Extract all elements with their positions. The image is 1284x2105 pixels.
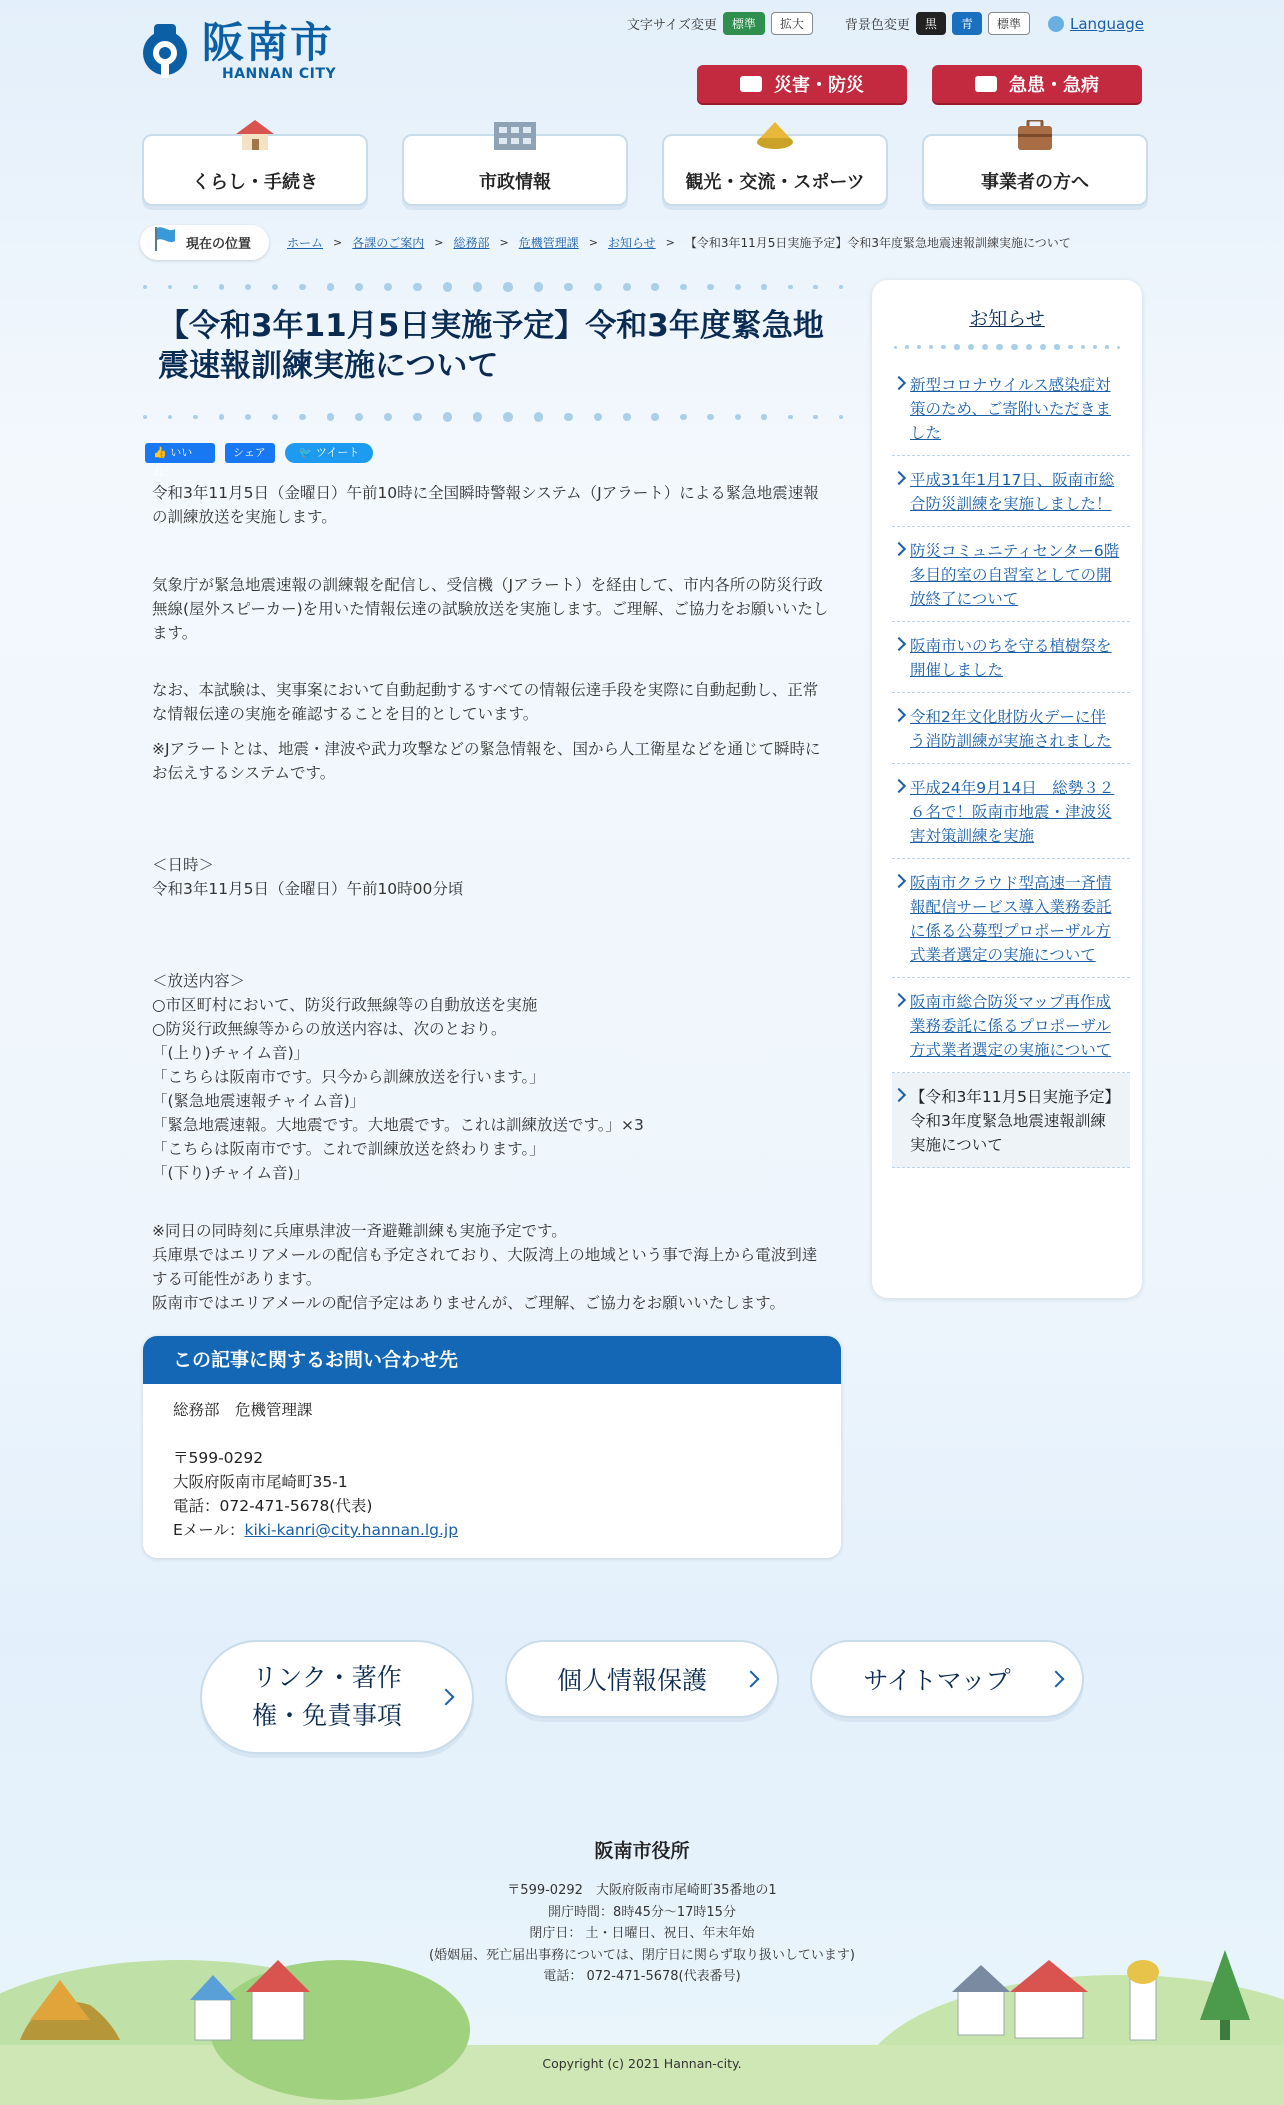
logo-text-en: HANNAN CITY: [222, 66, 337, 82]
current-position-label: 現在の位置: [186, 236, 252, 252]
decorative-dot: [564, 283, 573, 292]
decorative-dot: [941, 345, 946, 350]
decorative-dot: [623, 283, 631, 291]
footer-link-copyright-label: リンク・著作権・免責事項: [251, 1663, 402, 1730]
sidebar-item[interactable]: 阪南市総合防災マップ再作成業務委託に係るプロポーザル方式業者選定の実施について: [892, 978, 1130, 1073]
decorative-dot: [982, 344, 988, 350]
decorative-dot: [1081, 345, 1085, 349]
broadcast-heading: ＜放送内容＞: [152, 972, 246, 990]
decorative-dot: [929, 345, 933, 349]
sidebar-item[interactable]: 新型コロナウイルス感染症対策のため、ご寄附いただきました: [892, 361, 1130, 456]
chevron-right-icon: >: [499, 235, 509, 249]
decorative-dot: [623, 413, 631, 421]
city-emblem-icon: [140, 24, 190, 78]
logo-text-jp: 阪南市: [202, 18, 335, 67]
breadcrumb-crisis-management[interactable]: 危機管理課: [518, 235, 579, 250]
decorative-dot: [968, 344, 974, 350]
nav-living-label: くらし・手続き: [192, 172, 318, 193]
bg-color-label: 背景色変更: [844, 18, 910, 33]
decorative-dot: [443, 282, 452, 291]
chevron-right-icon: [892, 542, 906, 556]
bg-blue-button[interactable]: 青: [952, 12, 982, 35]
decorative-dot: [788, 415, 793, 420]
flag-icon: [152, 225, 176, 253]
chevron-right-icon: [438, 1689, 455, 1706]
chevron-right-icon: [892, 779, 906, 793]
decorative-dot: [503, 412, 513, 422]
footer-link-privacy[interactable]: [505, 1640, 779, 1718]
decorative-dot: [813, 285, 817, 289]
title-dots-bottom: [143, 412, 843, 422]
decorative-dot: [1011, 344, 1018, 351]
contact-email-link[interactable]: kiki-kanri@city.hannan.lg.jp: [244, 1521, 459, 1539]
footer-hours: 開庁時間：8時45分～17時15分: [548, 1904, 736, 1920]
decorative-dot: [594, 413, 602, 421]
site-logo[interactable]: [140, 20, 336, 82]
decorative-dot: [954, 344, 959, 349]
decorative-dot: [761, 284, 766, 289]
nav-city-info-label: 市政情報: [479, 172, 551, 193]
decorative-dot: [651, 283, 658, 290]
breadcrumb-current: 【令和3年11月5日実施予定】令和3年度緊急地震速報訓練実施について: [684, 235, 1071, 250]
breadcrumb-general-affairs[interactable]: 総務部: [453, 235, 490, 250]
chevron-right-icon: [892, 708, 906, 722]
bg-standard-button[interactable]: 標準: [988, 12, 1030, 35]
footer-link-copyright[interactable]: [200, 1640, 474, 1754]
sidebar-item[interactable]: 阪南市いのちを守る植樹祭を開催しました: [892, 622, 1130, 693]
chevron-right-icon: >: [588, 235, 598, 249]
font-size-large-button[interactable]: 拡大: [771, 12, 813, 35]
decorative-dot: [534, 282, 543, 291]
decorative-dot: [839, 285, 843, 289]
decorative-dot: [996, 344, 1003, 351]
facebook-share-button[interactable]: シェア: [225, 443, 275, 463]
decorative-dot: [245, 284, 251, 290]
current-position-tag: [140, 225, 269, 260]
footer-address: 〒599-0292 大阪府阪南市尾崎町35番地の1: [507, 1883, 777, 1898]
broadcast-line: 「こちらは阪南市です。これで訓練放送を終わります。」: [152, 1140, 545, 1158]
decorative-dot: [473, 412, 483, 422]
utility-bar: [627, 12, 1144, 35]
sidebar-item[interactable]: 令和2年文化財防火デーに伴う消防訓練が実施されました: [892, 693, 1130, 764]
globe-icon: [1048, 16, 1064, 32]
footer-closed: 閉庁日： 土・日曜日、祝日、年末年始: [529, 1926, 755, 1941]
sidebar-item[interactable]: 防災コミュニティセンター6階多目的室の自習室としての開放終了について: [892, 527, 1130, 622]
decorative-dot: [168, 285, 172, 289]
decorative-dot: [327, 283, 334, 290]
building-icon: [494, 120, 536, 150]
chevron-right-icon: >: [333, 235, 343, 249]
contact-box: [143, 1336, 841, 1558]
decorative-dot: [193, 285, 198, 290]
broadcast-line: 「こちらは阪南市です。只今から訓練放送を行います。」: [152, 1068, 545, 1086]
breadcrumb-news[interactable]: お知らせ: [607, 235, 656, 250]
decorative-dot: [839, 415, 843, 419]
sidebar-item[interactable]: 平成24年9月14日 総勢３２６名で！阪南市地震・津波災害対策訓練を実施: [892, 764, 1130, 859]
font-size-standard-button[interactable]: 標準: [723, 12, 765, 35]
copyright: Copyright (c) 2021 Hannan-city.: [542, 2056, 742, 2071]
decorative-dot: [534, 412, 543, 421]
chevron-right-icon: [743, 1671, 760, 1688]
decorative-dot: [594, 283, 602, 291]
chevron-right-icon: [892, 993, 906, 1007]
nav-business[interactable]: [922, 134, 1148, 206]
note-line: ※同日の同時刻に兵庫県津波一斉避難訓練も実施予定です。: [152, 1222, 567, 1240]
hospital-icon: [975, 76, 997, 92]
decorative-dot: [1117, 346, 1120, 349]
date-value: 令和3年11月5日（金曜日）午前10時00分頃: [152, 880, 464, 898]
decorative-dot: [413, 283, 422, 292]
contact-postal: 〒599-0292: [173, 1449, 264, 1467]
date-heading: ＜日時＞: [152, 856, 215, 874]
decorative-dot: [143, 285, 147, 289]
dinosaur-icon: [754, 120, 796, 150]
breadcrumb: [140, 222, 1144, 262]
decorative-dot: [813, 415, 817, 419]
broadcast-line: ○市区町村において、防災行政無線等の自動放送を実施: [152, 996, 538, 1014]
decorative-dot: [143, 415, 147, 419]
decorative-dot: [327, 413, 334, 420]
decorative-dot: [1026, 344, 1032, 350]
briefcase-icon: [1014, 120, 1056, 150]
decorative-dot: [1040, 344, 1046, 350]
footer-org-name: 阪南市役所: [594, 1840, 690, 1862]
decorative-dot: [219, 414, 224, 419]
broadcast-section: [152, 969, 832, 1185]
decorative-dot: [1054, 344, 1059, 349]
decorative-dot: [1105, 345, 1108, 348]
sidebar-dots: [894, 343, 1120, 351]
note-line: 阪南市ではエリアメールの配信予定はありませんが、ご理解、ご協力をお願いいたします。: [152, 1294, 786, 1312]
broadcast-line: 「(緊急地震速報チャイム音)」: [152, 1092, 366, 1110]
decorative-dot: [761, 414, 766, 419]
decorative-dot: [413, 413, 422, 422]
decorative-dot: [355, 413, 363, 421]
contact-dept: 総務部 危機管理課: [173, 1401, 313, 1419]
disaster-prevention-label: 災害・防災: [774, 75, 864, 96]
decorative-dot: [680, 284, 687, 291]
font-size-label: 文字サイズ変更: [626, 18, 717, 33]
decorative-dot: [299, 284, 306, 291]
decorative-dot: [735, 284, 741, 290]
contact-address: 大阪府阪南市尾崎町35-1: [173, 1473, 348, 1491]
decorative-dot: [384, 413, 392, 421]
decorative-dot: [473, 282, 483, 292]
footer-link-sitemap[interactable]: [810, 1640, 1084, 1718]
decorative-dot: [707, 284, 713, 290]
nav-tourism[interactable]: [662, 134, 888, 206]
decorative-dot: [894, 346, 897, 349]
footer-link-sitemap-label: サイトマップ: [863, 1666, 1011, 1695]
footer-info: [0, 1880, 1284, 1988]
decorative-dot: [707, 414, 713, 420]
chevron-right-icon: [892, 1088, 906, 1102]
house-icon: [234, 120, 276, 150]
decorative-dot: [917, 345, 921, 349]
decorative-dot: [384, 283, 392, 291]
social-buttons: [145, 443, 383, 479]
page-title: 【令和3年11月5日実施予定】令和3年度緊急地震速報訓練実施について: [158, 308, 824, 384]
decorative-dot: [651, 413, 658, 420]
title-dots-top: [143, 282, 843, 292]
breadcrumb-departments[interactable]: 各課のご案内: [352, 235, 425, 250]
broadcast-line: 「緊急地震速報。大地震です。大地震です。これは訓練放送です。」×3: [152, 1116, 644, 1134]
note-line: 兵庫県ではエリアメールの配信も予定されており、大阪湾上の地域という事で海上から電波到達する可能性があります。: [152, 1246, 818, 1288]
decorative-dot: [272, 414, 278, 420]
sidebar-news: [872, 280, 1142, 1298]
broadcast-line: ○防災行政無線等からの放送内容は、次のとおり。: [152, 1020, 507, 1038]
nav-city-info[interactable]: [402, 134, 628, 206]
decorative-dot: [1093, 345, 1097, 349]
chevron-right-icon: >: [434, 235, 444, 249]
date-section: [152, 853, 832, 901]
language-link[interactable]: [1048, 15, 1144, 33]
article-paragraph-1: 令和3年11月5日（金曜日）午前10時に全国瞬時警報システム（Jアラート）による緊急地震速報の訓練放送を実施します。: [152, 484, 819, 526]
sidebar-heading[interactable]: お知らせ: [969, 308, 1045, 330]
chevron-right-icon: [892, 637, 906, 651]
footer-phone: 電話： 072-471-5678(代表番号): [543, 1969, 741, 1984]
article-paragraph-4: ※Jアラートとは、地震・津波や武力攻撃などの緊急情報を、国から人工衛星などを通じて瞬時にお伝えするシステムです。: [152, 740, 821, 782]
decorative-dot: [735, 414, 741, 420]
decorative-dot: [219, 284, 224, 289]
footer-link-privacy-label: 個人情報保護: [556, 1666, 707, 1695]
sidebar-item[interactable]: 平成31年1月17日、阪南市総合防災訓練を実施しました！: [892, 456, 1130, 527]
breadcrumb-home[interactable]: ホーム: [287, 235, 324, 250]
article-paragraph-2: 気象庁が緊急地震速報の訓練報を配信し、受信機（Jアラート）を経由して、市内各所の防災行政無線(屋外スピーカー)を用いた情報伝達の試験放送を実施します。ご理解、ご協力をお願いいたします。: [152, 576, 829, 642]
sidebar-item[interactable]: 阪南市クラウド型高速一斉情報配信サービス導入業務委託に係る公募型プロポーザル方式業者選定の実施について: [892, 859, 1130, 978]
decorative-dot: [503, 282, 513, 292]
emergency-medical-label: 急患・急病: [1009, 75, 1099, 96]
broadcast-line: 「(下り)チャイム音)」: [152, 1164, 310, 1182]
sidebar-item-current: 【令和3年11月5日実施予定】令和3年度緊急地震速報訓練実施について: [892, 1073, 1130, 1168]
decorative-dot: [245, 414, 251, 420]
contact-heading: この記事に関するお問い合わせ先: [143, 1336, 841, 1384]
decorative-dot: [443, 412, 452, 421]
tweet-button[interactable]: 🐦 ツイート: [285, 443, 373, 463]
nav-business-label: 事業者の方へ: [981, 172, 1089, 193]
footer-note: (婚姻届、死亡届出事務については、閉庁日に関らず取り扱いしています): [429, 1947, 855, 1963]
bg-black-button[interactable]: 黒: [916, 12, 946, 35]
decorative-dot: [680, 414, 687, 421]
article-paragraph-3: なお、本試験は、実事案において自動起動するすべての情報伝達手段を実際に自動起動し、正常な情報伝達の実施を確認することを目的としています。: [152, 681, 819, 723]
chevron-right-icon: >: [665, 235, 675, 249]
decorative-dot: [299, 414, 306, 421]
broadcast-line: 「(上り)チャイム音)」: [152, 1044, 310, 1062]
decorative-dot: [1068, 345, 1073, 350]
nav-living[interactable]: [142, 134, 368, 206]
decorative-dot: [788, 285, 793, 290]
decorative-dot: [193, 415, 198, 420]
decorative-dot: [272, 284, 278, 290]
decorative-dot: [564, 413, 573, 422]
nav-tourism-label: 観光・交流・スポーツ: [685, 172, 865, 193]
contact-email-row: Eメール：kiki-kanri@city.hannan.lg.jp: [173, 1521, 459, 1539]
disaster-prevention-button[interactable]: [697, 65, 907, 103]
language-label[interactable]: Language: [1069, 14, 1144, 33]
megaphone-icon: [740, 76, 762, 92]
facebook-like-button[interactable]: 👍 いいね！: [145, 443, 215, 463]
notes-section: [152, 1219, 832, 1315]
chevron-right-icon: [892, 874, 906, 888]
chevron-right-icon: [892, 376, 906, 390]
chevron-right-icon: [892, 471, 906, 485]
decorative-dot: [168, 415, 172, 419]
decorative-dot: [355, 283, 363, 291]
chevron-right-icon: [1048, 1671, 1065, 1688]
contact-phone: 電話：072-471-5678(代表): [173, 1497, 373, 1515]
decorative-dot: [905, 345, 908, 348]
emergency-medical-button[interactable]: [932, 65, 1142, 103]
